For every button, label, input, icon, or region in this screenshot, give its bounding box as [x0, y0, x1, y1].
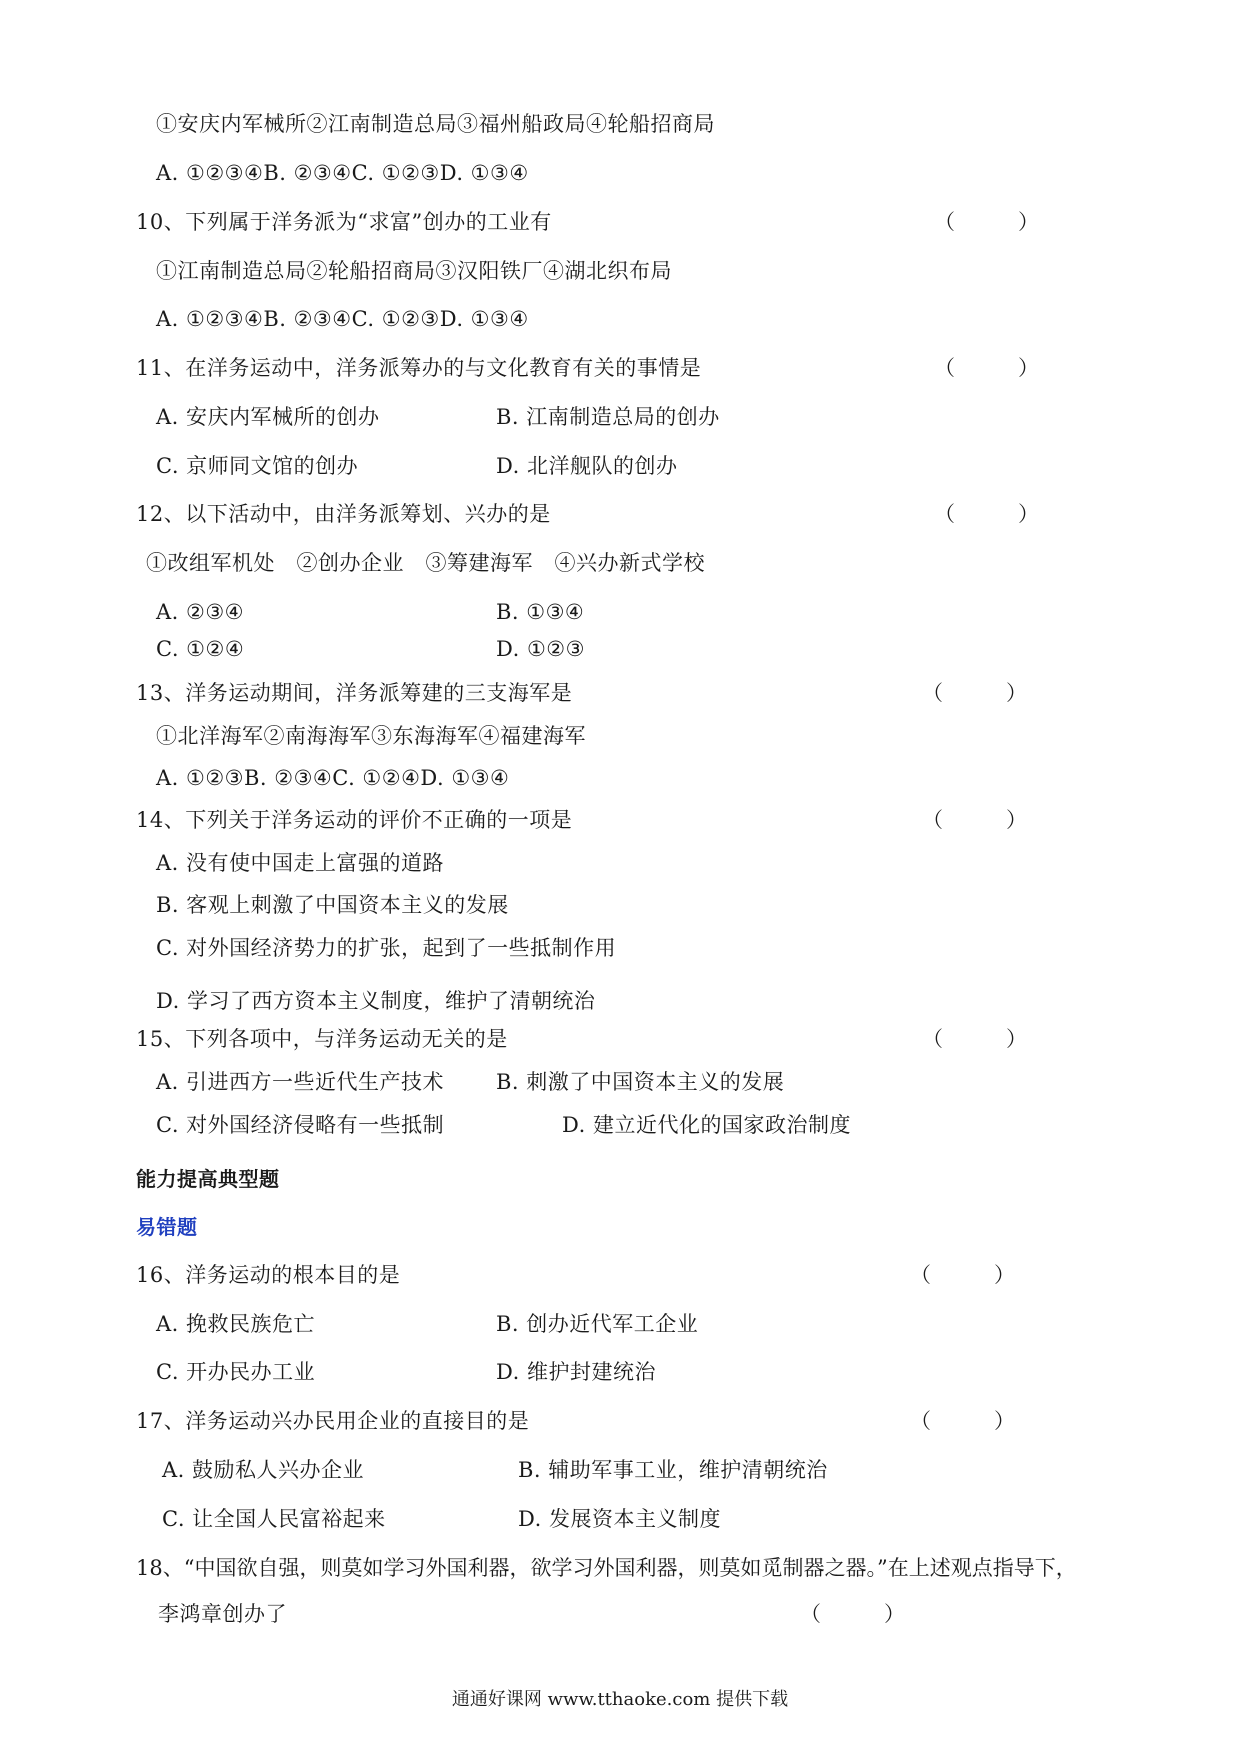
- q17-option-b: B. 辅助军事工业，维护清朝统治: [518, 1458, 828, 1482]
- q16-option-c: C. 开办民办工业: [156, 1360, 316, 1384]
- q13-items: ①北洋海军②南海海军③东海海军④福建海军: [156, 724, 586, 748]
- q15-option-b: B. 刺激了中国资本主义的发展: [496, 1070, 785, 1094]
- q18-stem: 18、“中国欲自强，则莫如学习外国利器，欲学习外国利器，则莫如觅制器之器。”在上述观点指导下，: [136, 1556, 1077, 1580]
- q11-option-a: A. 安庆内军械所的创办: [156, 405, 380, 429]
- q18-answer-bracket: （ ）: [800, 1602, 905, 1626]
- section-title: 能力提高典型题: [136, 1167, 280, 1191]
- q16-stem: 16、洋务运动的根本目的是: [136, 1263, 401, 1287]
- q9-items: ①安庆内军械所②江南制造总局③福州船政局④轮船招商局: [156, 112, 715, 136]
- q16-answer-bracket: （ ）: [910, 1263, 1015, 1287]
- q15-option-a: A. 引进西方一些近代生产技术: [156, 1070, 445, 1094]
- q12-stem: 12、以下活动中，由洋务派筹划、兴办的是: [136, 502, 551, 526]
- q13-stem: 13、洋务运动期间，洋务派筹建的三支海军是: [136, 681, 573, 705]
- q14-option-b: B. 客观上刺激了中国资本主义的发展: [156, 893, 509, 917]
- q12-option-b: B. ①③④: [496, 600, 585, 624]
- q15-stem: 15、下列各项中，与洋务运动无关的是: [136, 1027, 508, 1051]
- q10-options: A. ①②③④B. ②③④C. ①②③D. ①③④: [156, 307, 529, 331]
- q12-option-c: C. ①②④: [156, 637, 245, 661]
- q11-stem: 11、在洋务运动中，洋务派筹办的与文化教育有关的事情是: [136, 356, 702, 380]
- q12-option-d: D. ①②③: [496, 637, 585, 661]
- q14-answer-bracket: （ ）: [922, 808, 1027, 832]
- q14-option-c: C. 对外国经济势力的扩张，起到了一些抵制作用: [156, 936, 617, 960]
- page-footer: 通通好课网 www.tthaoke.com 提供下载: [451, 1689, 789, 1710]
- q12-answer-bracket: （ ）: [934, 502, 1039, 526]
- q13-options: A. ①②③B. ②③④C. ①②④D. ①③④: [156, 766, 510, 790]
- q14-option-d: D. 学习了西方资本主义制度，维护了清朝统治: [156, 989, 596, 1013]
- q11-option-c: C. 京师同文馆的创办: [156, 454, 359, 478]
- q16-option-a: A. 挽救民族危亡: [156, 1312, 316, 1336]
- q10-stem: 10、下列属于洋务派为“求富”创办的工业有: [136, 210, 552, 234]
- q11-option-b: B. 江南制造总局的创办: [496, 405, 720, 429]
- q17-option-d: D. 发展资本主义制度: [518, 1507, 721, 1531]
- q15-option-d: D. 建立近代化的国家政治制度: [562, 1113, 851, 1137]
- q12-option-a: A. ②③④: [156, 600, 244, 624]
- q11-answer-bracket: （ ）: [934, 356, 1039, 380]
- q12-items: ①改组军机处 ②创办企业 ③筹建海军 ④兴办新式学校: [146, 551, 705, 575]
- q17-option-c: C. 让全国人民富裕起来: [162, 1507, 386, 1531]
- q17-option-a: A. 鼓励私人兴办企业: [162, 1458, 365, 1482]
- q14-option-a: A. 没有使中国走上富强的道路: [156, 851, 445, 875]
- q18-stem-continued: 李鸿章创办了: [158, 1602, 287, 1626]
- q16-option-d: D. 维护封建统治: [496, 1360, 656, 1384]
- q10-items: ①江南制造总局②轮船招商局③汉阳铁厂④湖北织布局: [156, 259, 672, 283]
- q10-answer-bracket: （ ）: [934, 210, 1039, 234]
- q14-stem: 14、下列关于洋务运动的评价不正确的一项是: [136, 808, 573, 832]
- q17-answer-bracket: （ ）: [910, 1409, 1015, 1433]
- q15-option-c: C. 对外国经济侵略有一些抵制: [156, 1113, 445, 1137]
- q9-options: A. ①②③④B. ②③④C. ①②③D. ①③④: [156, 161, 529, 185]
- q15-answer-bracket: （ ）: [922, 1027, 1027, 1051]
- q11-option-d: D. 北洋舰队的创办: [496, 454, 678, 478]
- subsection-title: 易错题: [136, 1215, 198, 1239]
- q13-answer-bracket: （ ）: [922, 681, 1027, 705]
- q16-option-b: B. 创办近代军工企业: [496, 1312, 699, 1336]
- q17-stem: 17、洋务运动兴办民用企业的直接目的是: [136, 1409, 530, 1433]
